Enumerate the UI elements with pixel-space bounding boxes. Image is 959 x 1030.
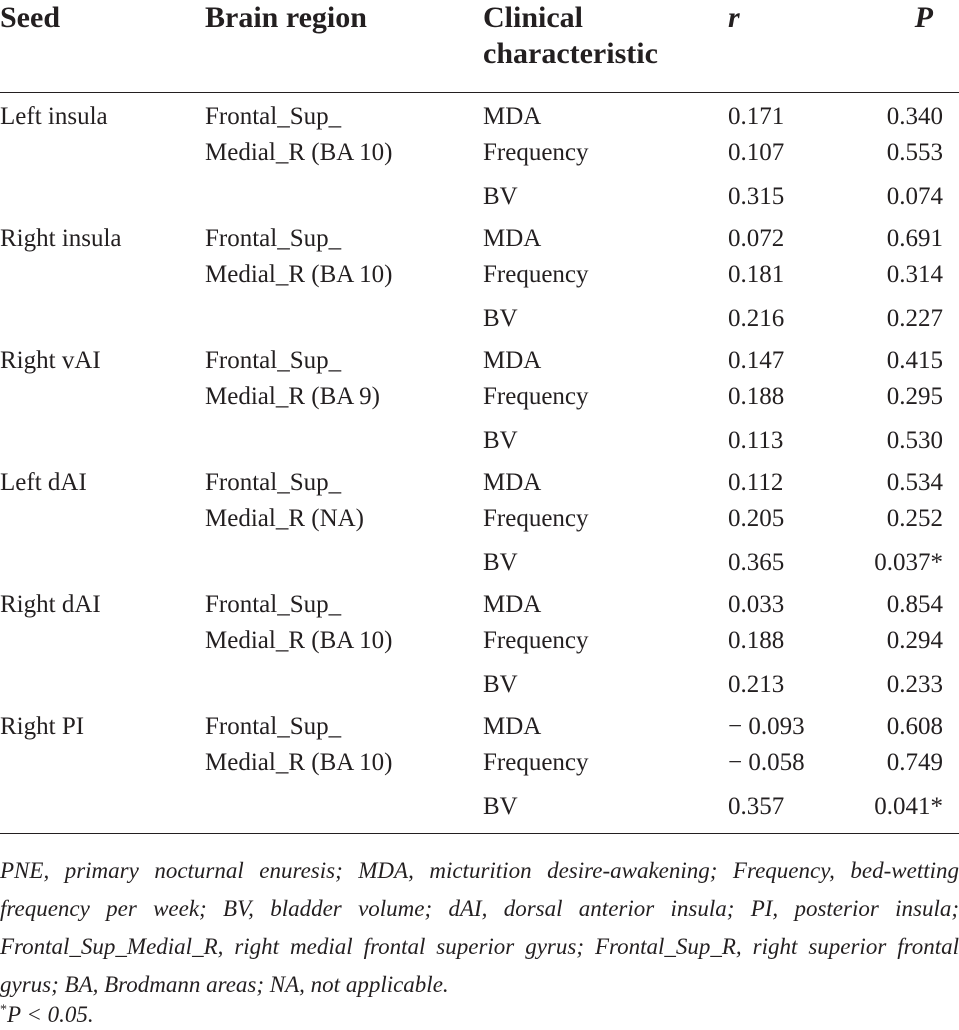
brain-region-cell [205,171,483,215]
clinical-characteristic-cell: BV [483,182,518,210]
seed-cell: Right insula [0,224,122,252]
p-value-cell: 0.233 [886,670,943,698]
table-row [0,215,959,257]
brain-region-cell [205,537,483,581]
clinical-characteristic-cell: MDA [483,102,542,130]
brain-region-cell: Medial_R (BA 10) [205,138,393,166]
clinical-characteristic-cell: BV [483,426,518,454]
brain-region-cell: Medial_R (BA 10) [205,260,393,288]
p-value-cell: 0.252 [886,504,943,532]
p-value-cell: 0.691 [886,224,943,252]
table-row [0,745,959,781]
clinical-characteristic-cell: BV [483,548,518,576]
seed-cell [0,415,205,459]
clinical-characteristic-cell: BV [483,670,518,698]
seed-cell [0,379,205,415]
p-value-cell: 0.294 [886,626,943,654]
r-value-cell: 0.171 [728,102,785,130]
r-value-cell: 0.216 [728,304,785,332]
seed-cell [0,171,205,215]
r-value-cell: 0.113 [728,426,784,454]
p-value-cell: 0.530 [886,426,943,454]
r-value-cell: 0.205 [728,504,785,532]
p-value-cell: 0.534 [886,468,943,496]
seed-cell: Right PI [0,712,85,740]
table-row [0,171,959,215]
r-value-cell: 0.213 [728,670,785,698]
header-clinical-line2: characteristic [483,37,658,70]
seed-cell: Right dAI [0,590,101,618]
clinical-characteristic-cell: MDA [483,712,542,740]
seed-cell [0,781,205,834]
p-value-cell: 0.295 [886,382,943,410]
r-value-cell: − 0.058 [728,748,805,776]
brain-region-cell [205,659,483,703]
brain-region-cell: Frontal_Sup_ [205,102,342,130]
r-value-cell: − 0.093 [728,712,805,740]
table-row [0,659,959,703]
p-value-cell: 0.608 [886,712,943,740]
brain-region-cell: Frontal_Sup_ [205,224,342,252]
r-value-cell: 0.033 [728,590,785,618]
clinical-characteristic-cell: Frequency [483,138,589,166]
table-row [0,537,959,581]
significance-note [0,1002,94,1028]
seed-cell [0,501,205,537]
brain-region-cell [205,781,483,834]
p-value-cell: 0.037* [874,548,943,576]
header-clinical-line1: Clinical [483,1,584,34]
abbreviations-note: PNE, primary nocturnal enuresis; MDA, micturition desire-awakening; Frequency, bed-wetting frequency per week; BV, bladder volume; dAI, dorsal anterior insula; PI, posterior insula; Frontal_Sup_Medial_R, right medial frontal superior gyrus; Frontal_Sup_R, right superior frontal gyrus; BA, Brodmann areas; NA, not applicable. [0,858,959,997]
r-value-cell: 0.188 [728,382,785,410]
seed-cell [0,659,205,703]
significance-text: P < 0.05. [7,1002,94,1027]
table-footnotes [0,852,959,1004]
seed-cell [0,745,205,781]
header-r: r [728,1,740,34]
header-p: P [845,0,959,92]
table-row [0,135,959,171]
table-row [0,623,959,659]
brain-region-cell: Medial_R (BA 9) [205,382,380,410]
table-row [0,581,959,623]
r-value-cell: 0.357 [728,781,845,834]
p-value-cell: 0.415 [886,346,943,374]
p-value-cell: 0.854 [886,590,943,618]
seed-cell [0,257,205,293]
table-row [0,92,959,135]
header-seed: Seed [0,0,205,92]
table-header-row [0,0,959,92]
r-value-cell: 0.072 [728,224,785,252]
clinical-characteristic-cell: BV [483,304,518,332]
table-row [0,293,959,337]
p-value-cell: 0.553 [886,138,943,166]
significance-mark: * [0,1002,7,1018]
brain-region-cell: Frontal_Sup_ [205,712,342,740]
table-row [0,415,959,459]
p-value-cell: 0.314 [886,260,943,288]
table-row [0,703,959,745]
brain-region-cell: Medial_R (BA 10) [205,626,393,654]
p-value-cell: 0.227 [886,304,943,332]
p-value-cell: 0.749 [886,748,943,776]
clinical-characteristic-cell: Frequency [483,382,589,410]
seed-cell: Left insula [0,102,108,130]
table-row [0,501,959,537]
r-value-cell: 0.181 [728,260,785,288]
table-row [0,781,959,834]
p-value-cell: 0.041* [845,781,959,834]
header-brain-region: Brain region [205,0,483,92]
seed-cell [0,293,205,337]
table-body [0,92,959,833]
header-clinical-characteristic [483,0,728,92]
p-value-cell: 0.074 [886,182,943,210]
brain-region-cell: Medial_R (NA) [205,504,364,532]
r-value-cell: 0.147 [728,346,785,374]
p-value-cell: 0.340 [886,102,943,130]
clinical-characteristic-cell: Frequency [483,748,589,776]
table-row [0,257,959,293]
seed-cell: Left dAI [0,468,87,496]
clinical-characteristic-cell: Frequency [483,504,589,532]
table-row [0,337,959,379]
clinical-characteristic-cell: MDA [483,346,542,374]
r-value-cell: 0.112 [728,468,784,496]
clinical-characteristic-cell: MDA [483,224,542,252]
brain-region-cell [205,415,483,459]
clinical-characteristic-cell: Frequency [483,260,589,288]
table-row [0,459,959,501]
brain-region-cell: Frontal_Sup_ [205,346,342,374]
clinical-characteristic-cell: MDA [483,590,542,618]
clinical-characteristic-cell: MDA [483,468,542,496]
clinical-characteristic-cell: Frequency [483,626,589,654]
brain-region-cell: Frontal_Sup_ [205,590,342,618]
seed-cell: Right vAI [0,346,101,374]
r-value-cell: 0.315 [728,182,785,210]
brain-region-cell: Medial_R (BA 10) [205,748,393,776]
seed-cell [0,623,205,659]
r-value-cell: 0.365 [728,548,785,576]
table-row [0,379,959,415]
r-value-cell: 0.107 [728,138,785,166]
r-value-cell: 0.188 [728,626,785,654]
clinical-characteristic-cell: BV [483,781,728,834]
seed-cell [0,135,205,171]
seed-cell [0,537,205,581]
brain-region-cell [205,293,483,337]
brain-region-cell: Frontal_Sup_ [205,468,342,496]
